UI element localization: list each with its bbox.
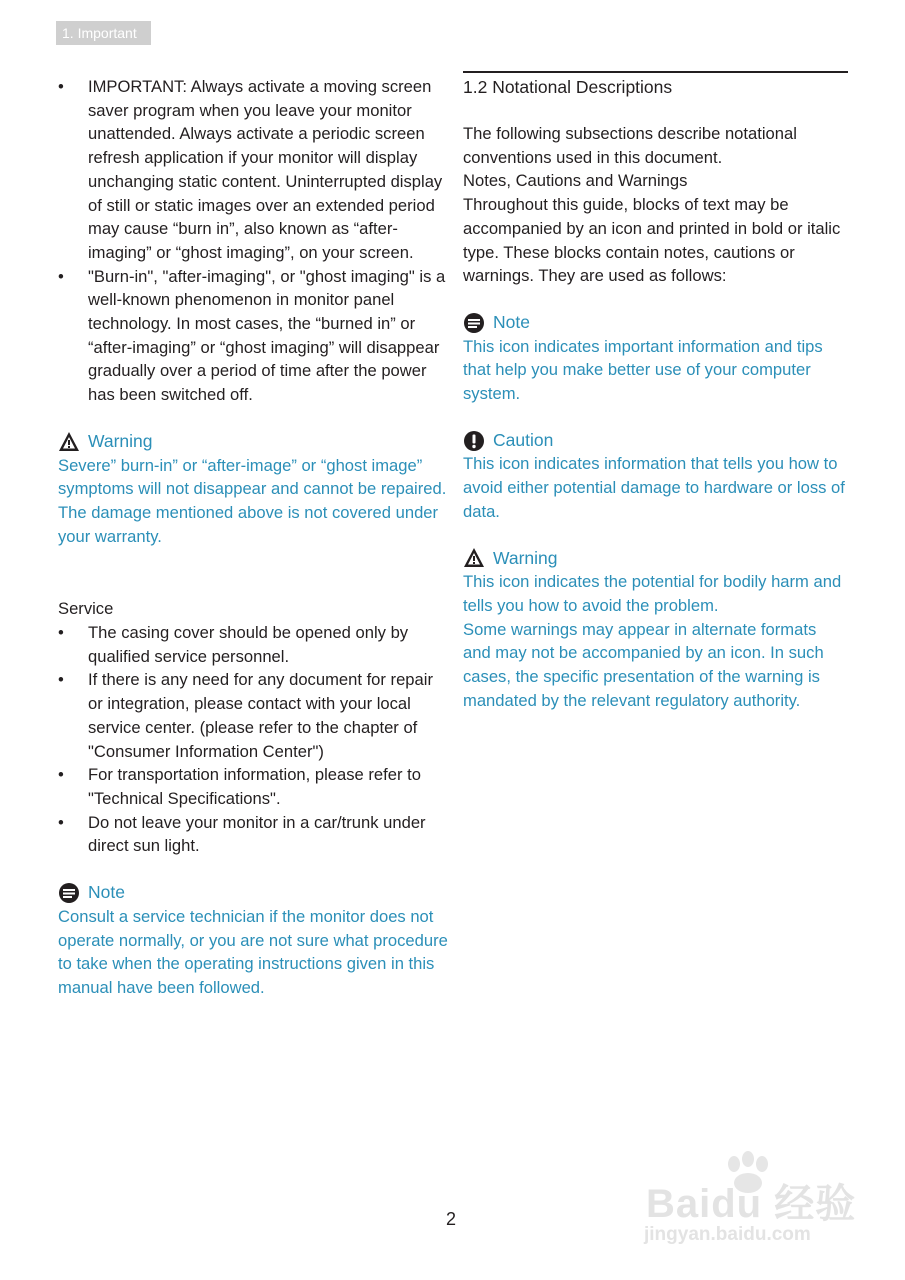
warning-title: Warning (493, 547, 558, 568)
watermark-main: Baidu 经验 (646, 1182, 857, 1226)
list-item: • For transportation information, please refer to "Technical Specifications". (58, 763, 448, 810)
page-number: 2 (446, 1209, 457, 1229)
chapter-tab: 1. Important (56, 21, 151, 45)
caution-icon (463, 430, 485, 452)
body-paragraph: Throughout this guide, blocks of text may be accompanied by an icon and printed in bold or italic type. These blocks contain notes, cautions or warnings. They are used as follows: (463, 195, 841, 286)
warning-text-extra: Some warnings may appear in alternate formats and may not be accompanied by an icon. In such cases, the specific presentation of the warning is mandated by the relevant regulatory authority. (463, 619, 824, 710)
warning-title: Warning (88, 430, 153, 451)
section-title: 1.2 Notational Descriptions (463, 77, 673, 97)
list-item: • The casing cover should be opened only by qualified service personnel. (58, 621, 448, 668)
note-text: Consult a service technician if the monitor does not operate normally, or you are not sure what procedure to take when the operating instructions given in this manual have been followed. (58, 906, 448, 997)
caution-text: This icon indicates information that tells you how to avoid either potential damage to hardware or loss of data. (463, 454, 845, 521)
intro-paragraph: The following subsections describe notational conventions used in this document. (463, 124, 797, 167)
service-heading: Service (58, 599, 114, 619)
right-column (463, 71, 848, 712)
left-column (58, 75, 448, 1000)
warning-triangle-icon (58, 431, 80, 453)
warning-triangle-icon (463, 547, 485, 569)
note-icon (463, 312, 485, 334)
note-title: Note (493, 311, 530, 332)
note-text: This icon indicates important information and tips that help you make better use of your computer system. (463, 336, 823, 404)
note-callout (463, 311, 848, 406)
warning-text: This icon indicates the potential for bodily harm and tells you how to avoid the problem. (463, 572, 842, 615)
subheading: Notes, Cautions and Warnings (463, 171, 688, 191)
warning-callout (58, 430, 448, 549)
note-title: Note (88, 882, 125, 903)
warning-text: Severe” burn-in” or “after-image” or “ghost image” symptoms will not disappear and cannot be repaired. The damage mentioned above is not covered under your warranty. (58, 455, 447, 546)
warning-callout (463, 547, 848, 713)
note-callout (58, 881, 448, 1000)
baidu-watermark (640, 1150, 860, 1250)
list-item: • Do not leave your monitor in a car/trunk under direct sun light. (58, 811, 448, 858)
important-bullet-list (58, 75, 448, 407)
service-bullet-list (58, 621, 448, 858)
list-item: • If there is any need for any document for repair or integration, please contact with your local service center. (please refer to the chapter of "Consumer Information Center") (58, 668, 448, 763)
note-icon (58, 882, 80, 904)
caution-title: Caution (493, 429, 554, 450)
list-item: • "Burn-in", "after-imaging", or "ghost imaging" is a well-known phenomenon in monitor panel technology. In most cases, the “burned in” or “after-imaging” or “ghost imaging” will disappear gradually over a period of time after the power has been switched off. (58, 265, 448, 407)
list-item: • IMPORTANT: Always activate a moving screen saver program when you leave your monitor unattended. Always activate a periodic screen refresh application if your monitor will display unchanging static content. Uninterrupted display of still or static images over an extended period may cause “burn in”, also known as “after-imaging” or “ghost imaging”, on your screen. (58, 75, 448, 265)
caution-callout (463, 429, 848, 524)
watermark-url: jingyan.baidu.com (644, 1224, 811, 1245)
section-rule (463, 71, 848, 99)
